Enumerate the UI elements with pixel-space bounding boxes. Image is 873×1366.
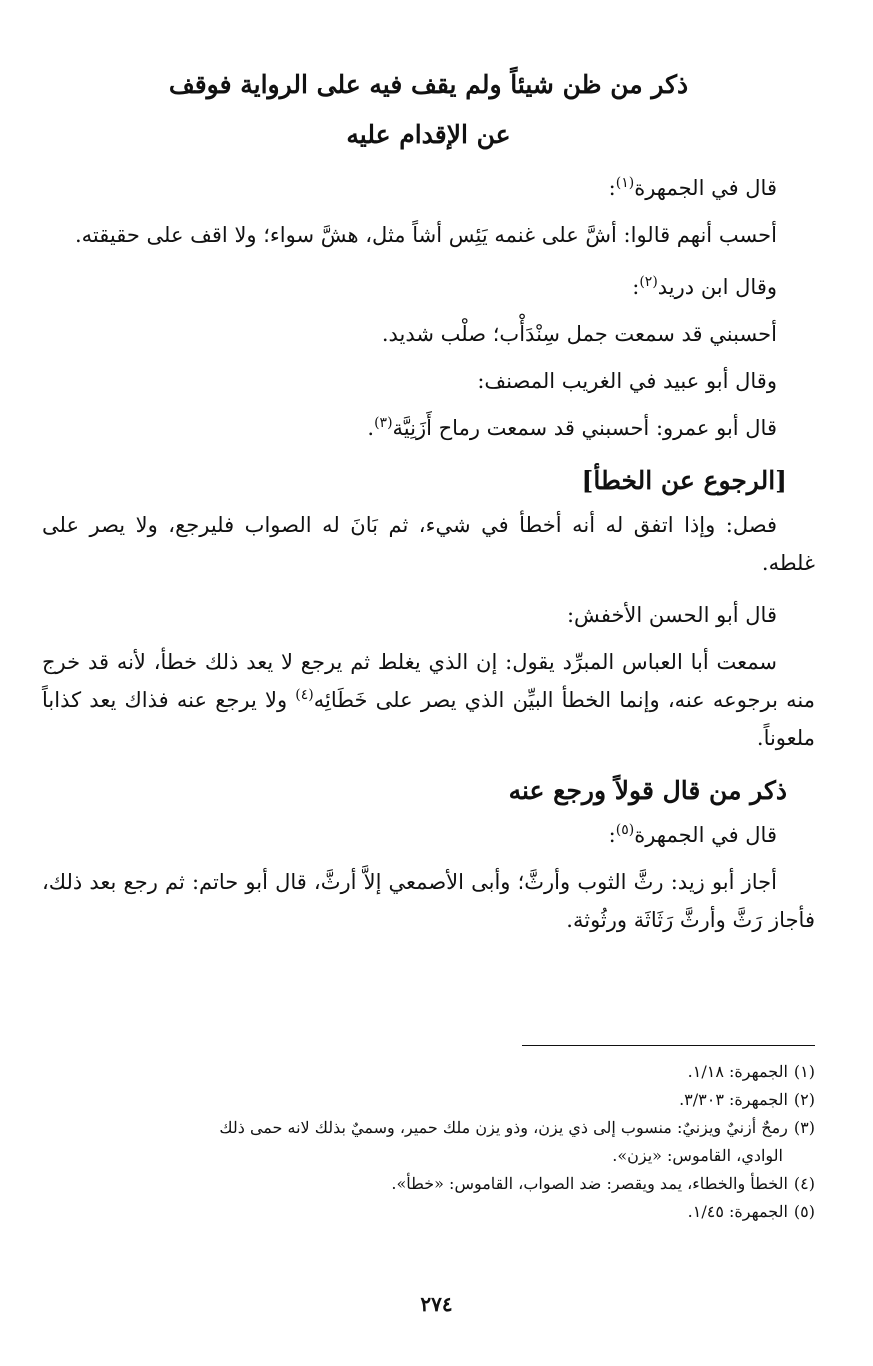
page-number: ٢٧٤ [420,1292,453,1316]
section-heading-2: [الرجوع عن الخطأ] [581,466,787,495]
paragraph-10: قال في الجمهرة$^{(٥)}$: [608,822,777,847]
paragraph-6: قال أبو عمرو: أحسبني قد سمعت رماح أَزَنِيَّة$^{(٣)}$. [367,415,777,440]
paragraph-3: وقال ابن دريد$^{(٢)}$: [632,274,777,299]
paragraph-5: وقال أبو عبيد في الغريب المصنف: [477,369,777,393]
footnote-ref-5: (٥) [615,822,635,838]
paragraph-11: أجاز أبو زيد: رثَّ الثوب وأرثَّ؛ وأبى الأصمعي إلاَّ أرثَّ، قال أبو حاتم: ثم رجع بعد ذلك، فأجاز رَثَّ وأرثَّ رَثَاثَة ورثُوثة. [42,870,815,932]
section-heading-1-line-2: عن الإقدام عليه [346,120,511,149]
paragraph-1: قال في الجمهرة$^{(١)}$: [608,175,777,200]
footnote-3-continuation: الوادي، القاموس: «يزن». [612,1146,783,1165]
footnote-3: (٣)رمحٌ أزنيٌ ويزنيٌ: منسوب إلى ذي يزن، وذو يزن ملك حمير، وسميٌ بذلك لانه حمى ذلك [219,1118,815,1137]
paragraph-8: قال أبو الحسن الأخفش: [566,603,777,627]
footnotes [52,1058,815,1226]
section-heading-3: ذكر من قال قولاً ورجع عنه [508,776,787,805]
footnote-divider [522,1045,815,1046]
paragraph-7: فصل: وإذا اتفق له أنه أخطأ في شيء، ثم بَانَ له الصواب فليرجع، ولا يصر على غلطه. [42,513,815,575]
footnote-ref-4: (٤) [295,687,314,703]
main-text [42,0,815,939]
footnote-ref-1: (١) [615,175,635,191]
footnote-1: (١)الجمهرة: ١/١٨. [687,1062,815,1081]
footnote-ref-3: (٣) [374,415,393,431]
footnote-5: (٥)الجمهرة: ١/٤٥. [687,1202,815,1221]
footnote-2: (٢)الجمهرة: ٣/٣٠٣. [679,1090,815,1109]
footnote-4: (٤)الخطأ والخطاء، يمد ويقصر: ضد الصواب، القاموس: «خطأ». [391,1174,815,1193]
footnote-ref-2: (٢) [639,274,658,290]
paragraph-2: أحسب أنهم قالوا: أشَّ على غنمه يَئِس أشاً مثل، هشَّ سواء؛ ولا اقف على حقيقته. [74,223,777,247]
section-heading-1-line-1: ذكر من ظن شيئاً ولم يقف فيه على الرواية فوقف [168,70,689,99]
paragraph-4: أحسبني قد سمعت جمل سِنْدَأْب؛ صلْب شديد. [381,322,777,346]
paragraph-9: سمعت أبا العباس المبرِّد يقول: إن الذي يغلط ثم يرجع لا يعد ذلك خطأ، لأنه قد خرج منه برجوعه عنه، وإنما الخطأ البيِّن الذي يصر على خَطَائِه$^{(٤)}$ ولا يرجع عنه فذاك يعد كذاباً ملعوناً. [42,650,815,750]
